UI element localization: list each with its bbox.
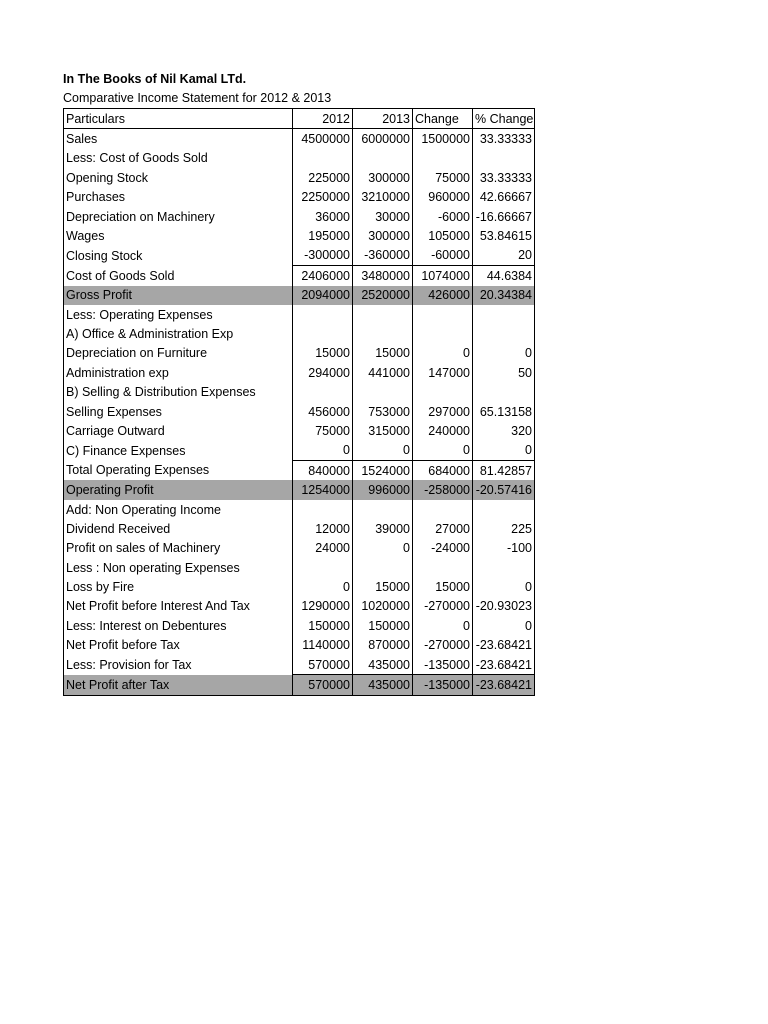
- cell-change: -6000: [413, 207, 473, 226]
- cell-change: [413, 500, 473, 519]
- cell-change: 240000: [413, 421, 473, 440]
- cell-2012: 294000: [293, 363, 353, 382]
- cell-change: 426000: [413, 286, 473, 305]
- cell-2012: [293, 305, 353, 324]
- cell-2012: 1140000: [293, 636, 353, 655]
- row-label: Profit on sales of Machinery: [64, 539, 293, 558]
- row-gross-profit: [64, 286, 535, 305]
- spreadsheet-document: [63, 70, 535, 696]
- cell-pct-change: 20: [473, 246, 535, 266]
- cell-2012: [293, 149, 353, 168]
- row-finance-expenses: [64, 441, 535, 461]
- row-administration-exp: [64, 363, 535, 382]
- cell-change: -258000: [413, 480, 473, 499]
- row-selling-distribution-heading: [64, 382, 535, 401]
- cell-pct-change: 20.34384: [473, 286, 535, 305]
- cell-pct-change: [473, 324, 535, 343]
- cell-pct-change: -20.57416: [473, 480, 535, 499]
- cell-2013: 15000: [353, 344, 413, 363]
- cell-2012: -300000: [293, 246, 353, 266]
- row-label: Carriage Outward: [64, 421, 293, 440]
- cell-2013: 996000: [353, 480, 413, 499]
- row-add-non-operating-income-heading: [64, 500, 535, 519]
- row-sales: [64, 129, 535, 149]
- row-selling-expenses: [64, 402, 535, 421]
- cell-2012: 12000: [293, 519, 353, 538]
- row-label: Dividend Received: [64, 519, 293, 538]
- header-particulars: Particulars: [64, 109, 293, 129]
- row-net-profit-before-interest-tax: [64, 597, 535, 616]
- cell-change: [413, 324, 473, 343]
- row-total-operating-expenses: [64, 461, 535, 481]
- cell-2013: 315000: [353, 421, 413, 440]
- cell-pct-change: [473, 382, 535, 401]
- cell-2012: 150000: [293, 616, 353, 635]
- row-label: A) Office & Administration Exp: [64, 324, 293, 343]
- row-label: Selling Expenses: [64, 402, 293, 421]
- cell-2013: [353, 149, 413, 168]
- cell-change: 960000: [413, 188, 473, 207]
- cell-2012: 0: [293, 577, 353, 596]
- cell-2012: 75000: [293, 421, 353, 440]
- cell-2012: 2094000: [293, 286, 353, 305]
- cell-pct-change: -23.68421: [473, 655, 535, 675]
- cell-2013: 441000: [353, 363, 413, 382]
- row-label: Gross Profit: [64, 286, 293, 305]
- row-purchases: [64, 188, 535, 207]
- cell-2013: 435000: [353, 655, 413, 675]
- cell-2012: [293, 382, 353, 401]
- cell-change: -135000: [413, 655, 473, 675]
- header-pct-change: % Change: [473, 109, 535, 129]
- cell-pct-change: -23.68421: [473, 675, 535, 695]
- cell-2012: 0: [293, 441, 353, 461]
- cell-pct-change: 0: [473, 441, 535, 461]
- cell-pct-change: [473, 558, 535, 577]
- cell-2012: 840000: [293, 461, 353, 481]
- cell-change: -270000: [413, 636, 473, 655]
- cell-2012: 456000: [293, 402, 353, 421]
- row-dividend-received: [64, 519, 535, 538]
- row-depreciation-machinery: [64, 207, 535, 226]
- cell-2012: 1290000: [293, 597, 353, 616]
- row-label: Less: Interest on Debentures: [64, 616, 293, 635]
- cell-pct-change: 65.13158: [473, 402, 535, 421]
- cell-2013: 0: [353, 539, 413, 558]
- cell-pct-change: 33.33333: [473, 168, 535, 187]
- row-label: Less: Provision for Tax: [64, 655, 293, 675]
- cell-2012: 570000: [293, 655, 353, 675]
- cell-2013: -360000: [353, 246, 413, 266]
- row-label: B) Selling & Distribution Expenses: [64, 382, 293, 401]
- row-less-operating-expenses-heading: [64, 305, 535, 324]
- row-opening-stock: [64, 168, 535, 187]
- cell-2013: 2520000: [353, 286, 413, 305]
- cell-pct-change: 53.84615: [473, 226, 535, 245]
- header-2013: 2013: [353, 109, 413, 129]
- cell-2012: 2250000: [293, 188, 353, 207]
- row-label: Operating Profit: [64, 480, 293, 499]
- row-label: Administration exp: [64, 363, 293, 382]
- row-label: Wages: [64, 226, 293, 245]
- cell-2013: [353, 324, 413, 343]
- cell-pct-change: -16.66667: [473, 207, 535, 226]
- cell-2013: 150000: [353, 616, 413, 635]
- row-net-profit-after-tax: [64, 675, 535, 695]
- cell-pct-change: [473, 305, 535, 324]
- cell-2013: 0: [353, 441, 413, 461]
- cell-2012: 36000: [293, 207, 353, 226]
- cell-2012: 570000: [293, 675, 353, 695]
- cell-2012: 2406000: [293, 266, 353, 286]
- cell-pct-change: -23.68421: [473, 636, 535, 655]
- cell-2012: 225000: [293, 168, 353, 187]
- cell-change: 75000: [413, 168, 473, 187]
- cell-2013: 3210000: [353, 188, 413, 207]
- cell-pct-change: 0: [473, 616, 535, 635]
- cell-pct-change: 81.42857: [473, 461, 535, 481]
- row-label: Net Profit after Tax: [64, 675, 293, 695]
- row-label: Less: Operating Expenses: [64, 305, 293, 324]
- cell-2012: [293, 558, 353, 577]
- cell-pct-change: 0: [473, 577, 535, 596]
- cell-change: [413, 382, 473, 401]
- row-label: Purchases: [64, 188, 293, 207]
- cell-change: 0: [413, 344, 473, 363]
- cell-2013: 300000: [353, 226, 413, 245]
- row-label: Sales: [64, 129, 293, 149]
- cell-change: -60000: [413, 246, 473, 266]
- header-change: Change: [413, 109, 473, 129]
- cell-2013: 870000: [353, 636, 413, 655]
- row-provision-for-tax: [64, 655, 535, 675]
- document-title: In The Books of Nil Kamal LTd.: [63, 72, 247, 86]
- cell-pct-change: 50: [473, 363, 535, 382]
- cell-change: 1500000: [413, 129, 473, 149]
- cell-change: 105000: [413, 226, 473, 245]
- cell-change: 297000: [413, 402, 473, 421]
- row-label: Closing Stock: [64, 246, 293, 266]
- row-closing-stock: [64, 246, 535, 266]
- cell-change: -135000: [413, 675, 473, 695]
- row-label: Opening Stock: [64, 168, 293, 187]
- cell-pct-change: -100: [473, 539, 535, 558]
- cell-2012: 4500000: [293, 129, 353, 149]
- row-office-admin-heading: [64, 324, 535, 343]
- row-label: Add: Non Operating Income: [64, 500, 293, 519]
- row-label: Net Profit before Interest And Tax: [64, 597, 293, 616]
- cell-change: [413, 558, 473, 577]
- cell-change: -24000: [413, 539, 473, 558]
- cell-2013: 30000: [353, 207, 413, 226]
- cell-2013: [353, 500, 413, 519]
- cell-pct-change: 0: [473, 344, 535, 363]
- header-2012: 2012: [293, 109, 353, 129]
- cell-2012: [293, 324, 353, 343]
- cell-2013: 1524000: [353, 461, 413, 481]
- row-label: Net Profit before Tax: [64, 636, 293, 655]
- row-label: Depreciation on Furniture: [64, 344, 293, 363]
- cell-change: [413, 305, 473, 324]
- cell-pct-change: 44.6384: [473, 266, 535, 286]
- cell-pct-change: [473, 149, 535, 168]
- cell-pct-change: 42.66667: [473, 188, 535, 207]
- row-label: Cost of Goods Sold: [64, 266, 293, 286]
- row-profit-on-sales-machinery: [64, 539, 535, 558]
- cell-2013: 1020000: [353, 597, 413, 616]
- cell-pct-change: 225: [473, 519, 535, 538]
- row-label: Depreciation on Machinery: [64, 207, 293, 226]
- income-statement-table: [63, 108, 535, 696]
- cell-pct-change: 320: [473, 421, 535, 440]
- row-carriage-outward: [64, 421, 535, 440]
- cell-change: -270000: [413, 597, 473, 616]
- cell-change: 0: [413, 441, 473, 461]
- cell-2012: [293, 500, 353, 519]
- cell-2013: [353, 305, 413, 324]
- cell-2013: 6000000: [353, 129, 413, 149]
- row-less-non-operating-expenses-heading: [64, 558, 535, 577]
- table-header-row: [64, 109, 535, 129]
- row-label: Less: Cost of Goods Sold: [64, 149, 293, 168]
- row-depreciation-furniture: [64, 344, 535, 363]
- cell-change: 0: [413, 616, 473, 635]
- cell-change: 684000: [413, 461, 473, 481]
- cell-change: 27000: [413, 519, 473, 538]
- row-loss-by-fire: [64, 577, 535, 596]
- cell-2012: 15000: [293, 344, 353, 363]
- row-label: Less : Non operating Expenses: [64, 558, 293, 577]
- row-operating-profit: [64, 480, 535, 499]
- cell-pct-change: [473, 500, 535, 519]
- row-interest-on-debentures: [64, 616, 535, 635]
- row-label: Loss by Fire: [64, 577, 293, 596]
- cell-2013: [353, 382, 413, 401]
- cell-2013: 300000: [353, 168, 413, 187]
- cell-pct-change: -20.93023: [473, 597, 535, 616]
- row-net-profit-before-tax: [64, 636, 535, 655]
- cell-change: 15000: [413, 577, 473, 596]
- cell-2013: 15000: [353, 577, 413, 596]
- row-less-cogs-heading: [64, 149, 535, 168]
- cell-2013: 3480000: [353, 266, 413, 286]
- document-subtitle: Comparative Income Statement for 2012 & 2013: [63, 91, 332, 105]
- row-cost-of-goods-sold: [64, 266, 535, 286]
- cell-change: 147000: [413, 363, 473, 382]
- cell-2012: 24000: [293, 539, 353, 558]
- cell-2013: [353, 558, 413, 577]
- cell-2013: 753000: [353, 402, 413, 421]
- cell-2012: 195000: [293, 226, 353, 245]
- row-wages: [64, 226, 535, 245]
- cell-pct-change: 33.33333: [473, 129, 535, 149]
- cell-change: [413, 149, 473, 168]
- cell-2013: 435000: [353, 675, 413, 695]
- cell-change: 1074000: [413, 266, 473, 286]
- row-label: C) Finance Expenses: [64, 441, 293, 461]
- cell-2012: 1254000: [293, 480, 353, 499]
- cell-2013: 39000: [353, 519, 413, 538]
- row-label: Total Operating Expenses: [64, 461, 293, 481]
